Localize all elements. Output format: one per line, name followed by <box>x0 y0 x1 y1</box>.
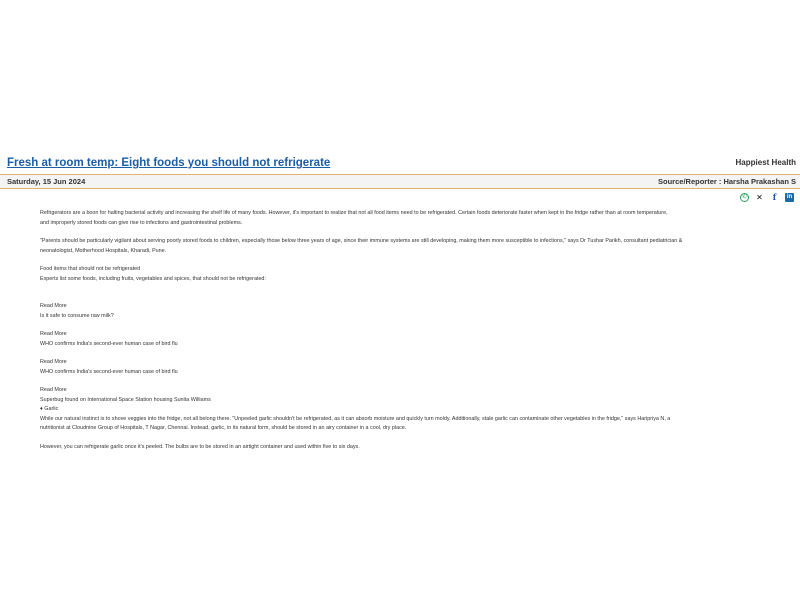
related-link[interactable]: Superbug found on International Space Station housing Sunita Williams <box>40 396 211 403</box>
read-more-label: Read More <box>40 387 67 393</box>
share-bar <box>740 193 794 202</box>
paragraph: "Parents should be particularly vigilant about serving poorly stored foods to children, especially those below three years of age, since their immune systems are still developing, making them more susceptible to infections," says Dr Tushar Parikh, consultant pediatrician & <box>40 238 683 244</box>
paragraph: Refrigerators are a boon for halting bacterial activity and increasing the shelf life of many foods. However, it's important to realize that not all food items need to be refrigerated. Certain foods deteriorate faster when kept in the fridge rather than at room temperature, <box>40 210 668 216</box>
meta-row <box>0 175 800 189</box>
paragraph: While our natural instinct is to shove veggies into the fridge, not all belong there. "Unpeeled garlic shouldn't be refrigerated, as it can absorb moisture and quickly turn moldy. Additionally, stale garlic can contaminate other vegetables in the fridge," says Haripriya N, a <box>40 415 671 422</box>
article-body <box>40 209 770 452</box>
list-item: ♦ Garlic <box>40 406 59 412</box>
paragraph: Food items that should not be refrigerated <box>40 266 141 272</box>
title-row <box>0 152 800 175</box>
article-header <box>0 152 800 189</box>
source-reporter: Source/Reporter : Harsha Prakashan S <box>658 177 796 186</box>
linkedin-icon[interactable]: in <box>786 194 793 200</box>
paragraph: and improperly stored foods can give rise to infections and gastrointestinal problems. <box>40 219 243 226</box>
x-icon[interactable]: ✕ <box>756 193 763 202</box>
read-more-label: Read More <box>40 359 67 365</box>
article-title-link[interactable]: Fresh at room temp: Eight foods you should not refrigerate <box>7 157 331 169</box>
facebook-icon[interactable]: f <box>772 192 777 202</box>
paragraph: neonatologist, Motherhood Hospitals, Kharadi, Pune. <box>40 247 167 254</box>
read-more-label: Read More <box>40 331 67 337</box>
paragraph: Experts list some foods, including fruits, vegetables and spices, that should not be refrigerated: <box>40 275 266 282</box>
related-link[interactable]: WHO confirms India's second-ever human case of bird flu <box>40 340 178 347</box>
publish-date: Saturday, 15 Jun 2024 <box>7 177 86 186</box>
publisher-name: Happiest Health <box>735 158 796 167</box>
read-more-label: Read More <box>40 303 67 309</box>
related-link[interactable]: WHO confirms India's second-ever human case of bird flu <box>40 368 178 375</box>
paragraph: nutritionist at Cloudnine Group of Hospitals, T Nagar, Chennai. Instead, garlic, in its natural form, should be stored in an airy container in a cool, dry place. <box>40 425 407 431</box>
related-link[interactable]: Is it safe to consume raw milk? <box>40 312 114 319</box>
paragraph: However, you can refrigerate garlic once it's peeled. The bulbs are to be stored in an airtight container and used within five to six days. <box>40 443 360 450</box>
whatsapp-icon[interactable]: ✆ <box>741 194 748 200</box>
